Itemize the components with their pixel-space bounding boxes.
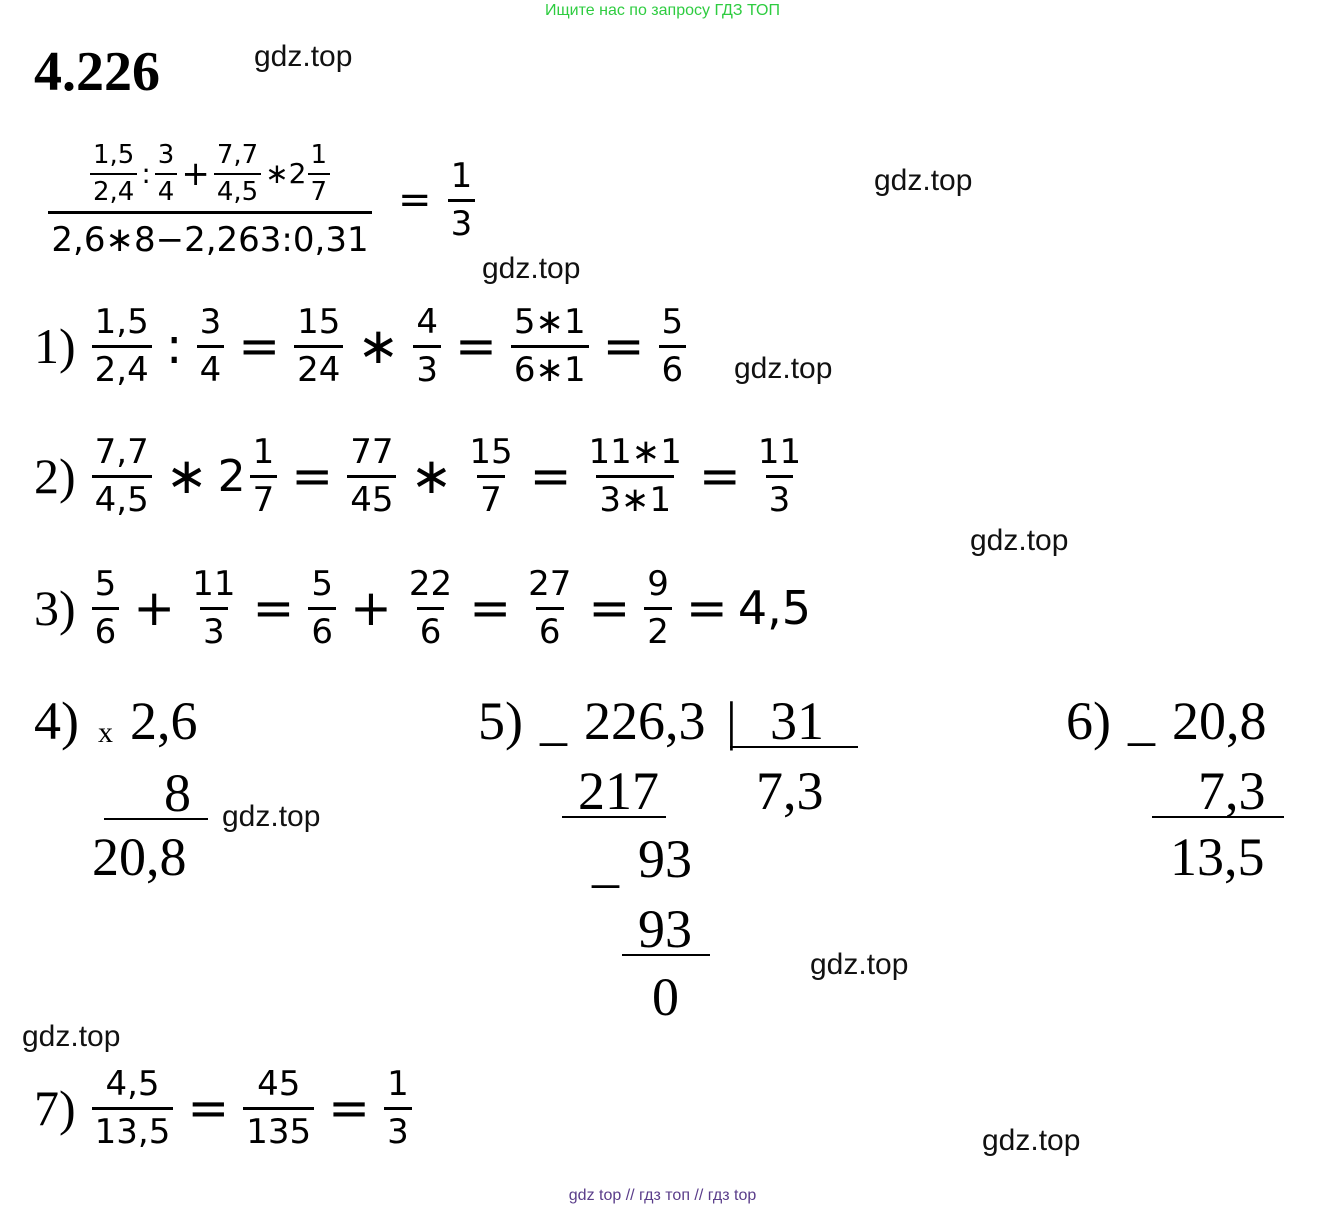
- frac-num: 1,5: [93, 140, 135, 170]
- frac-num: 15: [469, 432, 513, 472]
- frac-num: 22: [408, 564, 453, 604]
- footer-links: gdz top // гдз топ // гдз top: [568, 1187, 757, 1204]
- step-7: [34, 1064, 416, 1152]
- frac-den: 7: [308, 173, 331, 207]
- equals-op: =: [698, 447, 741, 505]
- frac-num: 3: [199, 302, 222, 342]
- frac-num: 7,7: [94, 432, 149, 472]
- watermark: gdz.top: [810, 948, 909, 981]
- dividend: 226,3: [584, 691, 706, 751]
- factor-b: 8: [164, 763, 191, 823]
- search-banner: Ищите нас по запросу ГДЗ ТОП: [545, 2, 780, 19]
- frac-den: 6: [536, 607, 564, 652]
- equals-op: =: [398, 177, 432, 223]
- frac-num: 77: [350, 432, 394, 472]
- frac-den: 3: [413, 345, 441, 390]
- frac-num: 45: [257, 1064, 301, 1104]
- column-line: [622, 954, 710, 956]
- step-label: 6): [1066, 691, 1111, 751]
- equals-op: =: [291, 447, 334, 505]
- minus-sign: _: [592, 833, 619, 893]
- main-fraction: [34, 140, 386, 260]
- frac-den: 24: [294, 345, 343, 390]
- divisor-line: [730, 746, 858, 748]
- step-2: [34, 432, 808, 520]
- watermark: gdz.top: [734, 352, 833, 385]
- operator: ∗: [165, 447, 208, 505]
- watermark: gdz.top: [874, 164, 973, 197]
- frac-num: 1: [252, 432, 275, 472]
- subtrahend: 7,3: [1198, 761, 1266, 821]
- frac-den: 3: [384, 1107, 412, 1152]
- operator: :: [165, 317, 183, 375]
- frac-den: 6: [308, 607, 336, 652]
- frac-num: 11: [757, 432, 802, 472]
- product: 20,8: [92, 827, 187, 887]
- mixed-whole: 2: [217, 450, 246, 502]
- problem-number: 4.226: [34, 41, 160, 103]
- division-bar: |: [726, 691, 737, 751]
- equals-op: =: [238, 317, 281, 375]
- operator: ∗: [357, 317, 400, 375]
- column-line: [562, 816, 666, 818]
- frac-num: 27: [528, 564, 572, 604]
- difference: 13,5: [1170, 827, 1265, 887]
- frac-den: 135: [243, 1107, 314, 1152]
- frac-num: 3: [157, 140, 175, 170]
- equals-op: =: [328, 1079, 371, 1137]
- frac-den: 6: [659, 345, 687, 390]
- frac-den: 6∗1: [511, 345, 589, 390]
- frac-num: 5: [94, 564, 117, 604]
- watermark: gdz.top: [982, 1124, 1081, 1157]
- operator: ∗: [410, 447, 453, 505]
- frac-den: 3: [448, 199, 476, 244]
- step-label: 1): [34, 318, 76, 374]
- operator: +: [133, 579, 176, 637]
- frac-num: 5: [311, 564, 334, 604]
- step-label: 5): [478, 691, 523, 751]
- frac-num: 1,5: [94, 302, 149, 342]
- quotient: 7,3: [756, 761, 824, 821]
- equals-op: =: [187, 1079, 230, 1137]
- frac-num: 1: [450, 156, 473, 196]
- frac-den: 4: [155, 173, 178, 207]
- column-line: [1152, 816, 1284, 818]
- equals-op: =: [685, 579, 728, 637]
- step-1: [34, 302, 690, 390]
- frac-num: 4,5: [105, 1064, 160, 1104]
- frac-num: 1: [387, 1064, 409, 1104]
- minus-sign: _: [1128, 691, 1155, 751]
- frac-den: 4: [197, 345, 225, 390]
- factor-a: 2,6: [130, 691, 198, 751]
- minus-sign: _: [540, 691, 567, 751]
- frac-den: 4,5: [214, 173, 261, 207]
- watermark: gdz.top: [22, 1020, 121, 1053]
- equals-op: =: [469, 579, 512, 637]
- main-expression: [34, 140, 479, 260]
- frac-num: 11: [192, 564, 236, 604]
- subtrahend: 217: [578, 761, 659, 821]
- frac-den: 2,4: [90, 173, 137, 207]
- equals-op: =: [529, 447, 572, 505]
- frac-den: 2: [644, 607, 672, 652]
- equals-op: =: [602, 317, 645, 375]
- mixed-whole: 2: [288, 157, 307, 190]
- frac-num: 4: [416, 302, 438, 342]
- step-label: 4): [34, 691, 79, 751]
- frac-den: 3: [766, 475, 794, 520]
- frac-num: 9: [647, 564, 669, 604]
- equals-op: =: [252, 579, 295, 637]
- step-label: 2): [34, 448, 76, 504]
- frac-den: 13,5: [92, 1107, 174, 1152]
- times-op: ∗: [265, 157, 289, 190]
- frac-den: 3∗1: [596, 475, 674, 520]
- frac-num: 7,7: [216, 140, 259, 170]
- step-result: 4,5: [737, 581, 811, 635]
- main-numerator: [34, 140, 386, 211]
- frac-num: 15: [297, 302, 341, 342]
- watermark: gdz.top: [482, 252, 581, 285]
- step-label: 7): [34, 1080, 76, 1136]
- frac-num: 11∗1: [588, 432, 682, 472]
- frac-num: 1: [310, 140, 328, 170]
- watermark: gdz.top: [222, 800, 321, 833]
- step-3: [34, 564, 811, 652]
- column-line: [104, 818, 208, 820]
- frac-den: 7: [477, 475, 505, 520]
- frac-den: 7: [250, 475, 278, 520]
- minuend: 20,8: [1172, 691, 1267, 751]
- subtrahend: 93: [638, 899, 692, 959]
- frac-den: 4,5: [92, 475, 152, 520]
- frac-num: 5: [661, 302, 684, 342]
- frac-den: 6: [417, 607, 445, 652]
- remainder: 0: [652, 967, 679, 1027]
- frac-den: 2,4: [92, 345, 152, 390]
- equals-op: =: [588, 579, 631, 637]
- equals-op: =: [454, 317, 497, 375]
- frac-den: 6: [92, 607, 120, 652]
- operator: +: [350, 579, 392, 637]
- frac-den: 45: [347, 475, 396, 520]
- plus-op: +: [181, 153, 210, 194]
- step-label: 3): [34, 580, 76, 636]
- frac-den: 3: [200, 607, 228, 652]
- main-denominator: 2,6∗8−2,263:0,31: [48, 211, 371, 260]
- watermark: gdz.top: [254, 40, 353, 73]
- multiply-sign: x: [98, 716, 113, 749]
- remainder: 93: [638, 829, 692, 889]
- divisor: 31: [770, 691, 824, 751]
- watermark: gdz.top: [970, 524, 1069, 557]
- frac-num: 5∗1: [513, 302, 586, 342]
- colon-op: :: [141, 157, 151, 190]
